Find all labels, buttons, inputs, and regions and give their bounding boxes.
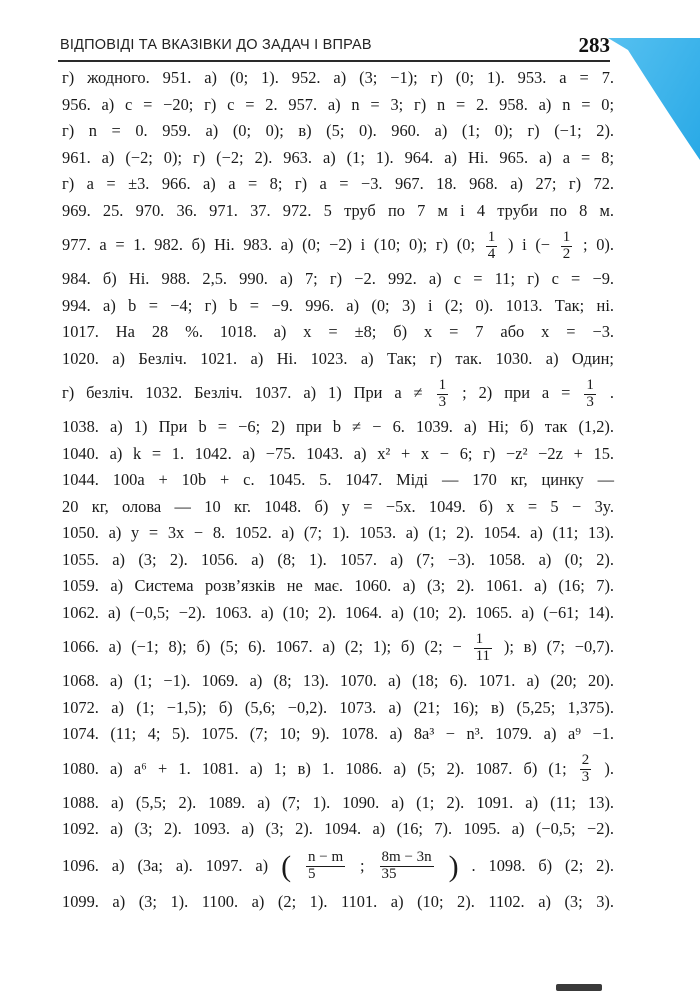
text-line: 984. б) Ні. 988. 2,5. 990. а) 7; г) −2. 992. а) c = 11; г) c = −9. bbox=[62, 269, 614, 288]
page-bottom-marker bbox=[556, 984, 602, 991]
text-line: 1074. (11; 4; 5). 1075. (7; 10; 9). 1078. а) 8a³ − n³. 1079. а) a⁹ −1. bbox=[62, 724, 614, 743]
fraction-line-text: 1096. а) (3a; a). 1097. а) bbox=[62, 855, 269, 875]
fraction-numerator: 1 bbox=[438, 376, 447, 393]
page-header bbox=[58, 34, 610, 62]
text-line: 20 кг, олова — 10 кг. 1048. б) y = −5x. 1049. б) x = 5 − 3y. bbox=[62, 496, 614, 516]
text-line: 1055. а) (3; 2). 1056. а) (8; 1). 1057. а) (7; −3). 1058. а) (0; 2). bbox=[62, 549, 614, 569]
fraction-denominator: 3 bbox=[581, 769, 590, 786]
fraction bbox=[306, 850, 345, 883]
text-line: 1038. а) 1) При b = −6; 2) при b ≠ − 6. 1039. а) Ні; б) так (1,2). bbox=[62, 417, 614, 436]
fraction-denominator: 3 bbox=[586, 393, 594, 410]
fraction bbox=[561, 230, 573, 263]
text-line: 1062. а) (−0,5; −2). 1063. а) (10; 2). 1064. а) (10; 2). 1065. а) (−61; 14). bbox=[62, 602, 614, 622]
text-line: 1092. а) (3; 2). 1093. а) (3; 2). 1094. а) (16; 7). 1095. а) (−0,5; −2). bbox=[62, 819, 614, 838]
corner-decoration bbox=[600, 0, 700, 160]
text-line: 969. 25. 970. 36. 971. 37. 972. 5 труб по 7 м і 4 труби по 8 м. bbox=[62, 200, 614, 220]
text-line-with-fractions bbox=[62, 224, 614, 266]
fraction-numerator: 1 bbox=[474, 632, 492, 649]
big-paren-close: ) bbox=[448, 849, 459, 883]
text-line: 994. а) b = −4; г) b = −9. 996. а) (0; 3) і (2; 0). 1013. Так; ні. bbox=[62, 295, 614, 315]
text-line: 1044. 100a + 10b + c. 1045. 5. 1047. Міді — 170 кг, цинку — bbox=[62, 470, 614, 489]
text-line: 956. а) c = −20; г) c = 2. 957. а) n = 3; г) n = 2. 958. а) n = 0; bbox=[62, 94, 614, 114]
fraction-line-text: ; 2) при a = bbox=[462, 383, 571, 402]
fraction-denominator: 2 bbox=[562, 245, 571, 262]
fraction-denominator: 5 bbox=[307, 866, 316, 883]
fraction-line-text: ). bbox=[604, 758, 614, 778]
fraction-separator: ; bbox=[360, 855, 365, 875]
text-line: 1099. а) (3; 1). 1100. а) (2; 1). 1101. а) (10; 2). 1102. а) (3; 3). bbox=[62, 891, 614, 911]
text-line: г) жодного. 951. а) (0; 1). 952. а) (3; −1); г) (0; 1). 953. a = 7. bbox=[62, 68, 614, 87]
page-number: 283 bbox=[578, 33, 610, 57]
fraction-line-text: ; 0). bbox=[582, 235, 614, 254]
fraction-line-text: 1080. а) a⁶ + 1. 1081. а) 1; в) 1. 1086. а) (5; 2). 1087. б) (1; bbox=[62, 758, 567, 778]
text-line-with-fractions bbox=[62, 372, 614, 414]
answers-text bbox=[62, 65, 614, 915]
text-line: г) n = 0. 959. а) (0; 0); в) (5; 0). 960. а) (1; 0); г) (−1; 2). bbox=[62, 121, 614, 140]
fraction bbox=[474, 632, 492, 665]
fraction-denominator: 11 bbox=[475, 647, 491, 664]
fraction bbox=[486, 230, 498, 263]
text-line: 1050. а) y = 3x − 8. 1052. а) (7; 1). 1053. а) (1; 2). 1054. а) (11; 13). bbox=[62, 523, 614, 542]
fraction bbox=[580, 753, 592, 786]
text-line: 1017. На 28 %. 1018. а) x = ±8; б) x = 7 або x = −3. bbox=[62, 322, 614, 341]
fraction-denominator: 3 bbox=[438, 393, 447, 410]
fraction bbox=[380, 850, 434, 883]
text-line: 1020. а) Безліч. 1021. а) Ні. 1023. а) Так; г) так. 1030. а) Один; bbox=[62, 348, 614, 368]
fraction-denominator: 35 bbox=[381, 866, 397, 883]
text-line: 1059. а) Система розв’язків не має. 1060. а) (3; 2). 1061. а) (16; 7). bbox=[62, 576, 614, 595]
header-title: ВІДПОВІДІ ТА ВКАЗІВКИ ДО ЗАДАЧ І ВПРАВ bbox=[60, 37, 372, 53]
fraction-numerator: 1 bbox=[487, 228, 496, 245]
fraction-numerator: n − m bbox=[307, 849, 344, 866]
fraction-line-text: . 1098. б) (2; 2). bbox=[471, 855, 614, 875]
fraction bbox=[437, 378, 449, 411]
fraction bbox=[584, 378, 596, 411]
fraction-line-text: ); в) (7; −0,7). bbox=[503, 637, 614, 656]
fraction-numerator: 8m − 3n bbox=[381, 849, 432, 866]
fraction-line-text: 977. a = 1. 982. б) Ні. 983. а) (0; −2) і (10; 0); г) (0; bbox=[62, 235, 476, 254]
fraction-line-text: г) безліч. 1032. Безліч. 1037. а) 1) При a ≠ bbox=[62, 383, 423, 402]
text-line-with-fractions bbox=[62, 748, 614, 790]
fraction-line-text: ) і (− bbox=[507, 235, 551, 254]
text-line-with-fractions bbox=[62, 626, 614, 668]
text-line: 1088. а) (5,5; 2). 1089. а) (7; 1). 1090. а) (1; 2). 1091. а) (11; 13). bbox=[62, 792, 614, 812]
text-line: 961. а) (−2; 0); г) (−2; 2). 963. а) (1; 1). 964. а) Ні. 965. а) a = 8; bbox=[62, 147, 614, 167]
fraction-numerator: 2 bbox=[581, 752, 590, 769]
fraction-line-text: . bbox=[609, 383, 614, 402]
fraction-line-text: 1066. а) (−1; 8); б) (5; 6). 1067. а) (2; 1); б) (2; − bbox=[62, 637, 462, 656]
text-line: г) a = ±3. 966. а) a = 8; г) a = −3. 967. 18. 968. а) 27; г) 72. bbox=[62, 174, 614, 193]
fraction-denominator: 4 bbox=[487, 245, 496, 262]
big-paren-open: ( bbox=[281, 849, 292, 883]
fraction-numerator: 1 bbox=[562, 228, 571, 245]
text-line-with-fractions bbox=[62, 843, 614, 889]
text-line: 1040. а) k = 1. 1042. а) −75. 1043. а) x² + x − 6; г) −z² −2z + 15. bbox=[62, 443, 614, 463]
text-line: 1068. а) (1; −1). 1069. а) (8; 13). 1070. а) (18; 6). 1071. а) (20; 20). bbox=[62, 671, 614, 690]
text-line: 1072. а) (1; −1,5); б) (5,6; −0,2). 1073. а) (21; 16); в) (5,25; 1,375). bbox=[62, 697, 614, 717]
fraction-numerator: 1 bbox=[586, 376, 594, 393]
